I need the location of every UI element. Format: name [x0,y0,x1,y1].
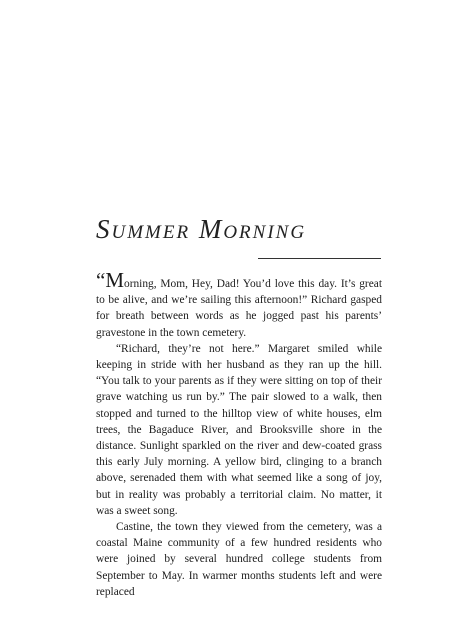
chapter-body [96,268,382,600]
paragraph-1 [96,268,382,341]
chapter-title: Summer Morning [96,214,307,244]
paragraph-2: “Richard, they’re not here.” Margaret smiled while keeping in stride with her husband as they ran up the hill. “You talk to your parents as if they were sitting on top of their grave watching us run by.” The pair slowed to a walk, then stopped and turned to the hilltop view of white houses, elm trees, the Bagaduce River, and Brooksville shore in the distance. Sunlight sparkled on the river and dew-coated grass this early July morning. A yellow bird, clinging to a branch above, serenaded them with what seemed like a song of joy, but in reality was probably a territorial claim. No matter, it was a sweet song. [96,342,382,517]
drop-cap: “M [96,268,124,292]
paragraph-1-text: orning, Mom, Hey, Dad! You’d love this day. It’s great to be alive, and we’re sailing this afternoon!” Richard gasped for breath between words as he jogged past his parents’ gravestone in the town cemetery. [96,278,382,339]
title-divider [258,258,381,259]
paragraph-3: Castine, the town they viewed from the cemetery, was a coastal Maine community of a few hundred residents who were joined by several hundred college students from September to May. In warmer months students left and were replaced [96,521,382,598]
